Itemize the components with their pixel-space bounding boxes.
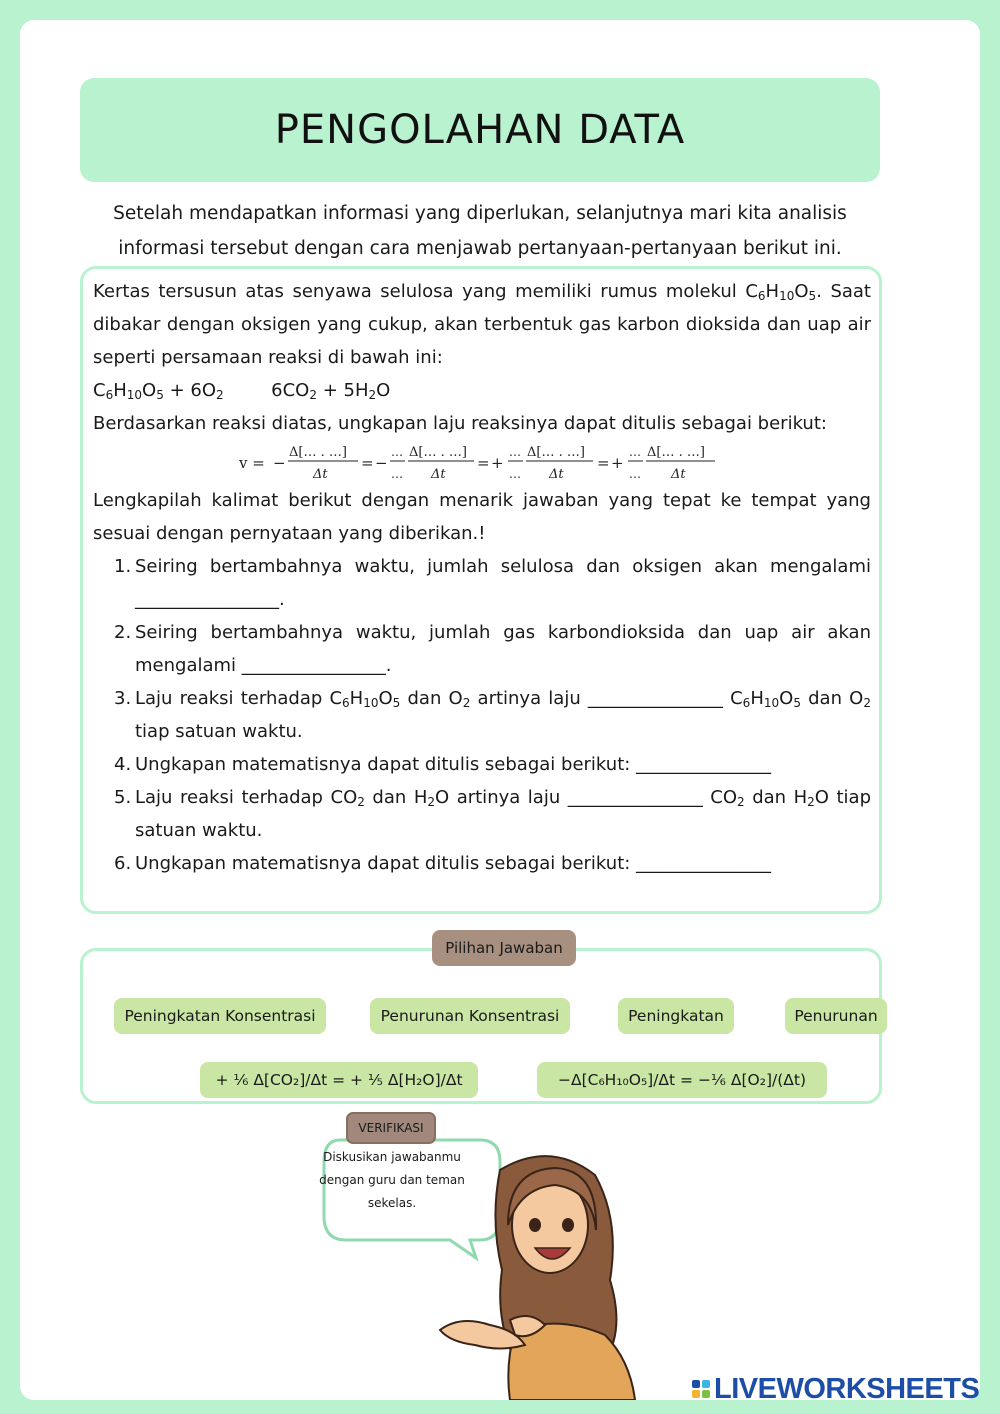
question-item-6[interactable]: Ungkapan matematisnya dapat ditulis sebagai berikut: _______________ <box>135 853 772 874</box>
intro-line-1: Setelah mendapatkan informasi yang diperlukan, selanjutnya mari kita analisis <box>113 203 847 224</box>
paragraph-intro <box>93 275 871 374</box>
rate-formula <box>93 440 871 484</box>
logo-square <box>702 1380 710 1388</box>
intro-line-2: informasi tersebut dengan cara menjawab pertanyaan-pertanyaan berikut ini. <box>118 238 842 259</box>
sub: 10 <box>763 696 780 710</box>
choice-rate-reactants[interactable]: −Δ[C₆H₁₀O₅]/Δt = −⅙ Δ[O₂]/(Δt) <box>537 1062 827 1098</box>
formula-coef-top-4: … <box>629 445 641 459</box>
sub: 6 <box>757 289 766 303</box>
sub: 2 <box>427 795 435 809</box>
equation-right: $6CO_2 + 5H_2O$ <box>271 380 391 402</box>
formula-coef-top-2: … <box>391 445 403 459</box>
formula-plus-4: + <box>611 454 624 472</box>
sub: 6 <box>342 696 350 710</box>
text: Laju reaksi terhadap CO <box>135 787 358 808</box>
formula-den-4: Δt <box>671 467 686 482</box>
intro-text <box>80 196 880 266</box>
teacher-girl-illustration <box>420 1130 650 1400</box>
reaction-equation <box>93 374 871 407</box>
text: O <box>794 281 809 302</box>
logo-mark-icon <box>692 1380 710 1398</box>
formula-num-3: Δ[… . …] <box>527 445 585 460</box>
question-item-2[interactable]: Seiring bertambahnya waktu, jumlah gas karbondioksida dan uap air akan mengalami ________________. <box>135 622 871 676</box>
formula-coef-top-3: … <box>509 445 521 459</box>
sub: 5 <box>793 696 801 710</box>
sub: 2 <box>863 696 871 710</box>
sub: 6 <box>742 696 751 710</box>
rate-formula-svg <box>233 440 733 484</box>
choice-penurunan[interactable]: Penurunan <box>785 998 887 1034</box>
formula-coef-bot-2: … <box>391 467 403 481</box>
sub: 2 <box>737 795 745 809</box>
text: H <box>765 281 780 302</box>
paragraph-rate: Berdasarkan reaksi diatas, ungkapan laju reaksinya dapat ditulis sebagai berikut: <box>93 413 827 434</box>
text: O artinya laju _______________ CO <box>435 787 738 808</box>
choice-rate-products[interactable]: + ⅙ Δ[CO₂]/Δt = + ⅕ Δ[H₂O]/Δt <box>200 1062 478 1098</box>
verification-tag: VERIFIKASI <box>346 1112 436 1144</box>
text: dan O <box>400 688 463 709</box>
question-box <box>80 266 882 914</box>
question-item-4[interactable]: Ungkapan matematisnya dapat ditulis sebagai berikut: _______________ <box>135 754 772 775</box>
sub: 2 <box>462 696 471 710</box>
question-text <box>93 275 871 880</box>
formula-eq-3: = <box>597 454 610 472</box>
text: Laju reaksi terhadap C <box>135 688 343 709</box>
sub: 10 <box>779 289 795 303</box>
text: artinya laju _______________ C <box>470 688 743 709</box>
formula-eq-1: = <box>361 454 374 472</box>
liveworksheets-logo <box>692 1372 979 1406</box>
formula-minus-2: − <box>375 454 388 472</box>
equation-left: $C_6H_{10}O_5 + 6O_2$ <box>93 380 224 402</box>
logo-square <box>702 1390 710 1398</box>
sub: 5 <box>392 696 401 710</box>
logo-square <box>692 1390 700 1398</box>
text: tiap satuan waktu. <box>135 721 303 742</box>
formula-den-3: Δt <box>549 467 564 482</box>
text: O tiap satuan waktu. <box>135 787 872 841</box>
verification-line-1: Diskusikan jawabanmu <box>323 1150 461 1164</box>
choice-peningkatan[interactable]: Peningkatan <box>618 998 734 1034</box>
logo-text: LIVEWORKSHEETS <box>714 1372 980 1405</box>
formula-num-4: Δ[… . …] <box>647 445 705 460</box>
choice-penurunan-konsentrasi[interactable]: Penurunan Konsentrasi <box>370 998 570 1034</box>
text: dan H <box>744 787 808 808</box>
verification-line-3: sekelas. <box>367 1196 417 1210</box>
paragraph-instruction: Lengkapilah kalimat berikut dengan menarik jawaban yang tepat ke tempat yang sesuai dengan pernyataan yang diberikan.! <box>93 490 871 544</box>
question-item-5[interactable] <box>135 781 871 847</box>
formula-num-1: Δ[… . …] <box>289 445 347 460</box>
formula-den-1: Δt <box>313 467 328 482</box>
formula-minus-1: − <box>273 454 286 472</box>
text: dan H <box>364 787 428 808</box>
text: . Saat dibakar dengan oksigen yang cukup, akan terbentuk gas karbon dioksida dan uap air seperti persamaan reaksi di bawah ini: <box>93 281 871 368</box>
logo-square <box>692 1380 700 1388</box>
formula-plus-3: + <box>491 454 504 472</box>
sub: 10 <box>363 696 379 710</box>
choice-peningkatan-konsentrasi[interactable]: Peningkatan Konsentrasi <box>114 998 326 1034</box>
formula-eq-2: = <box>477 454 490 472</box>
formula-den-2: Δt <box>431 467 446 482</box>
formula-num-2: Δ[… . …] <box>409 445 467 460</box>
text: Kertas tersusun atas senyawa selulosa yang memiliki rumus molekul C <box>93 281 758 302</box>
page-title: PENGOLAHAN DATA <box>274 107 686 153</box>
verification-line-2: dengan guru dan teman <box>319 1173 465 1187</box>
question-item-3[interactable]: Laju reaksi terhadap $C_6H_{10}O_5$ dan $O_2$ artinya laju _______________ $C_6H_{10}O_5$ dan $O_2$ tiap satuan waktu. <box>135 688 871 742</box>
title-banner <box>80 78 880 182</box>
sub: 5 <box>808 289 817 303</box>
sub: 2 <box>357 795 365 809</box>
question-list <box>93 550 871 880</box>
formula-v: v = <box>239 454 265 472</box>
formula-coef-bot-4: … <box>629 467 641 481</box>
formula-coef-bot-3: … <box>509 467 521 481</box>
answer-choices-label: Pilihan Jawaban <box>432 930 576 966</box>
question-item-1[interactable]: Seiring bertambahnya waktu, jumlah selulosa dan oksigen akan mengalami ________________. <box>135 556 871 610</box>
text: dan O <box>800 688 864 709</box>
sub: 2 <box>807 795 815 809</box>
